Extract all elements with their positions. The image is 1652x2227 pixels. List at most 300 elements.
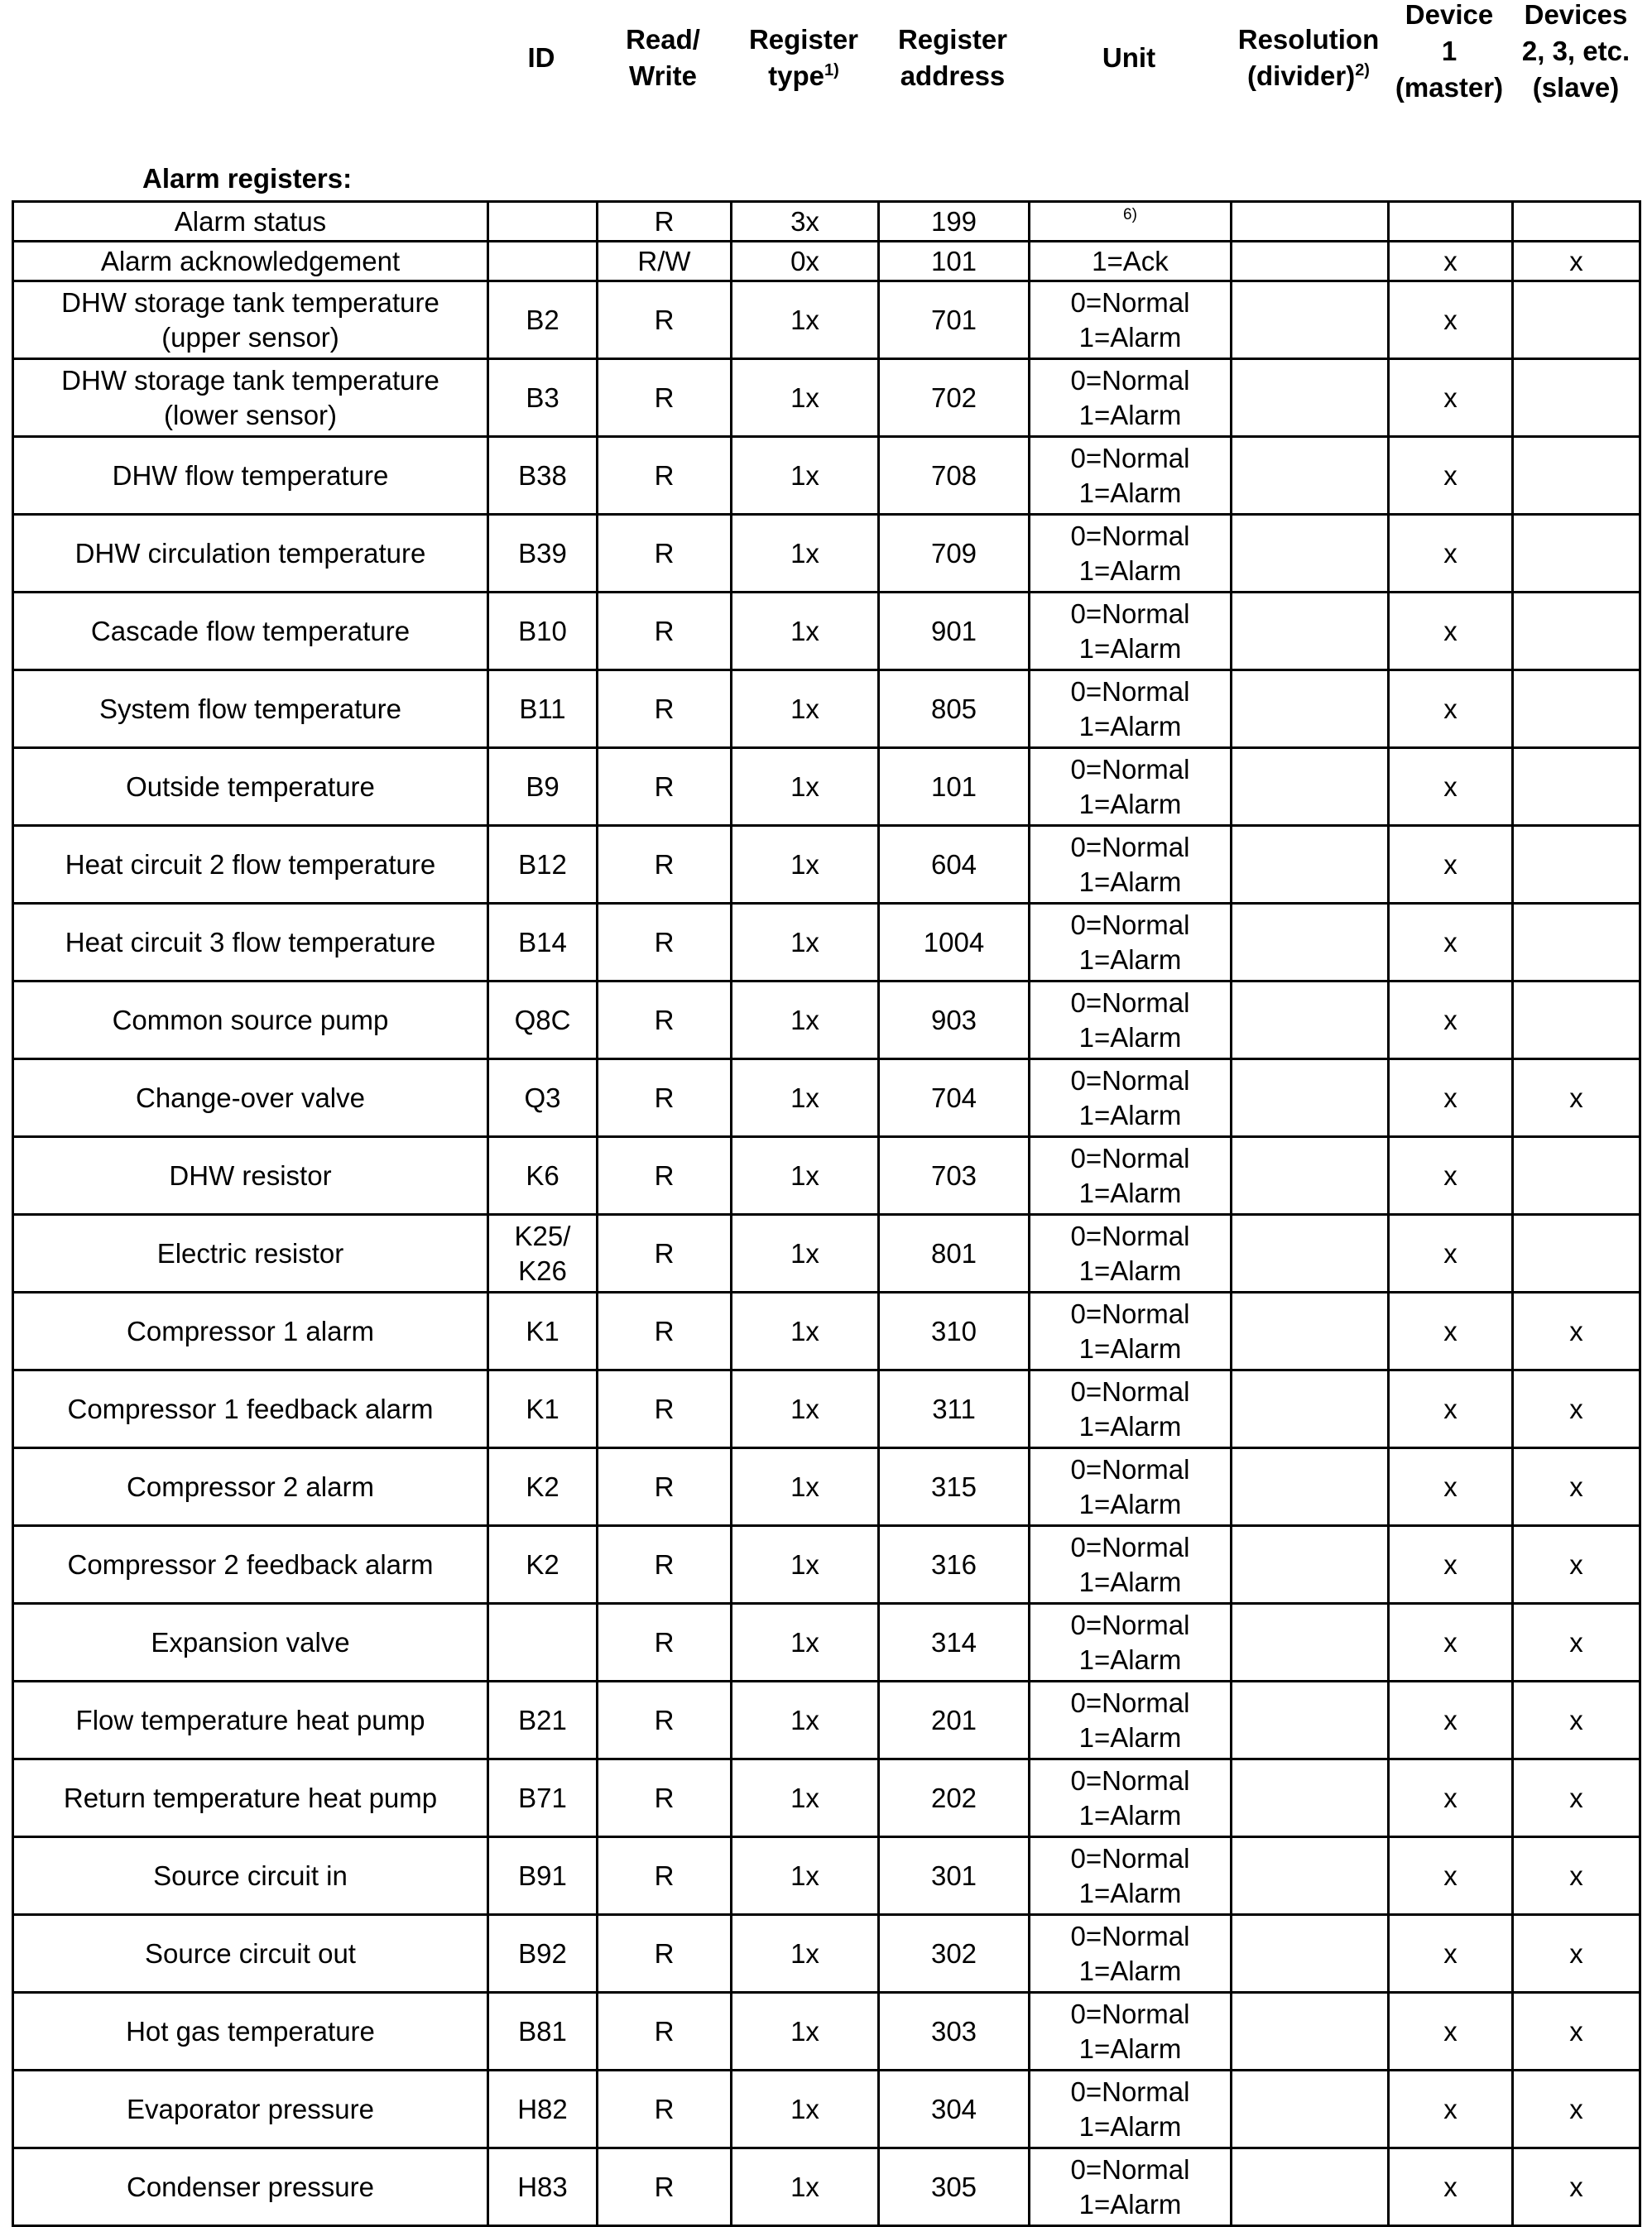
- row-devices-2-text: x: [1569, 1393, 1583, 1424]
- row-read-write: [598, 242, 732, 281]
- row-unit-text: 0=Normal 1=Alarm: [1070, 442, 1190, 508]
- header-register-type-footnote: 1): [824, 61, 839, 79]
- row-unit-text: 0=Normal 1=Alarm: [1070, 1842, 1190, 1908]
- row-register-type: [732, 1604, 879, 1682]
- header-register-address-line2: address: [900, 60, 1006, 91]
- row-resolution: [1232, 1993, 1389, 2071]
- row-read-write-text: R: [654, 2171, 675, 2202]
- row-read-write-text: R: [654, 1782, 675, 1813]
- row-unit-text: 0=Normal 1=Alarm: [1070, 1609, 1190, 1675]
- row-devices-2: [1513, 1448, 1640, 1526]
- row-unit: [1030, 1059, 1232, 1137]
- row-id-text: B21: [518, 1704, 567, 1735]
- row-register-address-text: 304: [930, 2093, 977, 2124]
- row-id-text: K25/ K26: [514, 1220, 571, 1286]
- row-read-write-text: R: [654, 2093, 675, 2124]
- row-unit-text: 0=Normal 1=Alarm: [1070, 286, 1190, 353]
- row-device-1: [1389, 1759, 1513, 1837]
- row-register-type-text: 1x: [790, 304, 819, 335]
- row-register-type-text: 1x: [790, 1082, 819, 1113]
- row-devices-2-text: x: [1569, 1315, 1583, 1346]
- row-read-write: [598, 202, 732, 242]
- row-unit: [1030, 1604, 1232, 1682]
- row-unit-text: 0=Normal 1=Alarm: [1070, 909, 1190, 975]
- row-name: [13, 748, 488, 826]
- row-id: [488, 982, 598, 1059]
- row-unit: [1030, 1137, 1232, 1215]
- row-device-1: [1389, 2071, 1513, 2148]
- row-id: [488, 1915, 598, 1993]
- row-register-address: [879, 2148, 1030, 2226]
- header-read-write-line2: Write: [629, 60, 697, 91]
- row-register-address-text: 302: [930, 1937, 977, 1969]
- row-unit-text: 0=Normal 1=Alarm: [1070, 753, 1190, 819]
- row-register-address: [879, 1526, 1030, 1604]
- header-id-label: ID: [527, 42, 555, 73]
- row-name: [13, 515, 488, 593]
- table-row: [13, 982, 1640, 1059]
- row-name: [13, 1759, 488, 1837]
- table-row: [13, 826, 1640, 904]
- row-device-1: [1389, 593, 1513, 670]
- row-unit: [1030, 982, 1232, 1059]
- row-unit-text: 0=Normal 1=Alarm: [1070, 1142, 1190, 1208]
- row-devices-2: [1513, 1137, 1640, 1215]
- header-register-type-line1: Register: [748, 24, 859, 55]
- row-name-text: DHW storage tank temperature (lower sensor): [61, 364, 439, 430]
- row-read-write: [598, 1993, 732, 2071]
- row-device-1: [1389, 1915, 1513, 1993]
- row-device-1-text: x: [1443, 245, 1458, 276]
- row-unit: [1030, 748, 1232, 826]
- row-device-1-text: x: [1443, 1237, 1458, 1269]
- row-device-1: [1389, 281, 1513, 359]
- row-devices-2-text: x: [1569, 1548, 1583, 1580]
- row-register-type-text: 1x: [790, 1704, 819, 1735]
- row-unit-text: 0=Normal 1=Alarm: [1070, 1998, 1190, 2064]
- row-read-write-text: R: [654, 1159, 675, 1191]
- row-register-address: [879, 242, 1030, 281]
- row-resolution: [1232, 1915, 1389, 1993]
- header-device-1: [1387, 0, 1511, 116]
- row-id-text: K1: [526, 1393, 559, 1424]
- row-id-text: Q3: [524, 1082, 561, 1113]
- row-id: [488, 359, 598, 437]
- row-devices-2: [1513, 1215, 1640, 1293]
- row-name-text: Heat circuit 2 flow temperature: [65, 848, 436, 880]
- row-name: [13, 359, 488, 437]
- row-name: [13, 2148, 488, 2226]
- row-register-address-text: 708: [930, 459, 977, 491]
- header-devices-2: [1511, 0, 1640, 116]
- unit-footnote: 6): [1123, 206, 1137, 223]
- row-id-text: B39: [518, 537, 567, 569]
- header-id: [487, 0, 596, 116]
- row-devices-2: [1513, 826, 1640, 904]
- row-unit-text: 0=Normal 1=Alarm: [1070, 1298, 1190, 1364]
- row-devices-2-text: x: [1569, 2015, 1583, 2047]
- row-read-write: [598, 1915, 732, 1993]
- row-unit-text: 0=Normal 1=Alarm: [1070, 364, 1190, 430]
- row-id: [488, 1370, 598, 1448]
- row-unit-text: 0=Normal 1=Alarm: [1070, 2153, 1190, 2220]
- row-register-type: [732, 1526, 879, 1604]
- row-resolution: [1232, 1370, 1389, 1448]
- row-register-address-text: 303: [930, 2015, 977, 2047]
- row-device-1: [1389, 1837, 1513, 1915]
- header-read-write: [596, 0, 730, 116]
- row-name: [13, 1682, 488, 1759]
- row-name-text: DHW circulation temperature: [74, 537, 426, 569]
- row-name-text: DHW storage tank temperature (upper sensor): [61, 286, 439, 353]
- table-row: [13, 748, 1640, 826]
- row-name: [13, 1993, 488, 2071]
- row-register-type-text: 1x: [790, 1626, 819, 1658]
- table-row: [13, 2148, 1640, 2226]
- row-register-type-text: 1x: [790, 1237, 819, 1269]
- row-register-type-text: 3x: [790, 205, 819, 237]
- row-unit-text: 0=Normal 1=Alarm: [1070, 986, 1190, 1053]
- row-devices-2-text: x: [1569, 1626, 1583, 1658]
- row-register-type: [732, 1915, 879, 1993]
- row-unit: [1030, 281, 1232, 359]
- row-device-1: [1389, 242, 1513, 281]
- row-register-address-text: 311: [932, 1393, 976, 1424]
- row-register-address: [879, 982, 1030, 1059]
- row-device-1-text: x: [1443, 1937, 1458, 1969]
- row-id: [488, 904, 598, 982]
- row-read-write-text: R: [654, 770, 675, 802]
- row-devices-2-text: x: [1569, 1782, 1583, 1813]
- row-device-1: [1389, 2148, 1513, 2226]
- row-register-address-text: 315: [930, 1471, 977, 1502]
- row-name-text: Alarm acknowledgement: [100, 245, 401, 276]
- row-devices-2: [1513, 2071, 1640, 2148]
- row-resolution: [1232, 982, 1389, 1059]
- row-register-type-text: 1x: [790, 615, 819, 646]
- row-read-write: [598, 593, 732, 670]
- row-device-1: [1389, 1137, 1513, 1215]
- row-id-text: B3: [526, 382, 559, 413]
- row-device-1-text: x: [1443, 1393, 1458, 1424]
- row-register-address-text: 101: [930, 245, 977, 276]
- row-read-write: [598, 1215, 732, 1293]
- row-id: [488, 1448, 598, 1526]
- row-resolution: [1232, 1837, 1389, 1915]
- row-read-write-text: R: [654, 1704, 675, 1735]
- row-register-type-text: 1x: [790, 1860, 819, 1891]
- row-devices-2-text: x: [1569, 1471, 1583, 1502]
- row-name-text: Heat circuit 3 flow temperature: [65, 926, 436, 958]
- row-id-text: B14: [518, 926, 567, 958]
- row-devices-2: [1513, 593, 1640, 670]
- row-id: [488, 670, 598, 748]
- row-device-1: [1389, 748, 1513, 826]
- row-read-write: [598, 1448, 732, 1526]
- row-read-write: [598, 748, 732, 826]
- row-device-1: [1389, 670, 1513, 748]
- column-header-row: [0, 0, 1652, 116]
- row-register-address: [879, 1915, 1030, 1993]
- row-register-type: [732, 670, 879, 748]
- row-name: [13, 1370, 488, 1448]
- row-name-text: System flow temperature: [99, 693, 401, 724]
- row-id: [488, 826, 598, 904]
- row-id-text: B11: [519, 693, 566, 724]
- row-name-text: Electric resistor: [156, 1237, 344, 1269]
- row-read-write-text: R: [654, 304, 675, 335]
- row-register-address: [879, 437, 1030, 515]
- row-register-address: [879, 2071, 1030, 2148]
- header-device-1-line2: 1: [1441, 36, 1458, 66]
- row-register-type-text: 1x: [790, 1004, 819, 1035]
- row-read-write-text: R: [654, 1471, 675, 1502]
- row-register-address: [879, 1993, 1030, 2071]
- row-unit-text: 0=Normal 1=Alarm: [1070, 1453, 1190, 1519]
- row-read-write: [598, 1059, 732, 1137]
- header-resolution-line2: (divider): [1247, 60, 1356, 91]
- row-register-type-text: 1x: [790, 848, 819, 880]
- row-register-type-text: 1x: [790, 1548, 819, 1580]
- row-resolution: [1232, 904, 1389, 982]
- row-unit: [1030, 515, 1232, 593]
- row-device-1-text: x: [1443, 693, 1458, 724]
- row-id: [488, 515, 598, 593]
- row-read-write-text: R: [654, 1315, 675, 1346]
- row-register-address-text: 801: [930, 1237, 977, 1269]
- row-devices-2-text: x: [1569, 2171, 1583, 2202]
- row-device-1: [1389, 437, 1513, 515]
- row-register-address-text: 316: [930, 1548, 977, 1580]
- row-register-address: [879, 1059, 1030, 1137]
- row-devices-2: [1513, 1837, 1640, 1915]
- row-devices-2-text: x: [1569, 1082, 1583, 1113]
- row-register-type: [732, 281, 879, 359]
- row-name-text: Hot gas temperature: [126, 2015, 375, 2047]
- row-id-text: K6: [526, 1159, 559, 1191]
- table-row: [13, 2071, 1640, 2148]
- row-devices-2-text: x: [1569, 1704, 1583, 1735]
- row-name-text: Source circuit in: [153, 1860, 348, 1891]
- row-device-1-text: x: [1443, 1159, 1458, 1191]
- row-unit-text: 0=Normal 1=Alarm: [1070, 520, 1190, 586]
- row-name: [13, 982, 488, 1059]
- row-device-1: [1389, 359, 1513, 437]
- row-name: [13, 1604, 488, 1682]
- row-id: [488, 1059, 598, 1137]
- row-id-text: B71: [518, 1782, 567, 1813]
- header-devices-2-line3: (slave): [1532, 72, 1620, 103]
- row-name: [13, 1526, 488, 1604]
- row-register-address: [879, 1759, 1030, 1837]
- row-resolution: [1232, 359, 1389, 437]
- row-devices-2: [1513, 670, 1640, 748]
- table-row: [13, 242, 1640, 281]
- row-devices-2: [1513, 202, 1640, 242]
- row-register-type-text: 1x: [790, 1471, 819, 1502]
- table-row: [13, 202, 1640, 242]
- row-register-type-text: 1x: [790, 926, 819, 958]
- row-register-type: [732, 515, 879, 593]
- row-device-1-text: x: [1443, 848, 1458, 880]
- row-name: [13, 1137, 488, 1215]
- row-device-1-text: x: [1443, 2093, 1458, 2124]
- row-name-text: Return temperature heat pump: [63, 1782, 438, 1813]
- row-resolution: [1232, 1137, 1389, 1215]
- row-register-type-text: 1x: [790, 459, 819, 491]
- table-row: [13, 1682, 1640, 1759]
- row-register-address-text: 310: [930, 1315, 977, 1346]
- row-id: [488, 2071, 598, 2148]
- row-id: [488, 242, 598, 281]
- row-id: [488, 1526, 598, 1604]
- row-id: [488, 1137, 598, 1215]
- row-resolution: [1232, 1448, 1389, 1526]
- row-resolution: [1232, 1759, 1389, 1837]
- row-device-1-text: x: [1443, 926, 1458, 958]
- row-read-write-text: R: [654, 926, 675, 958]
- header-device-1-line3: (master): [1395, 72, 1504, 103]
- row-device-1: [1389, 1370, 1513, 1448]
- row-register-type: [732, 982, 879, 1059]
- row-id: [488, 1993, 598, 2071]
- row-register-address-text: 709: [930, 537, 977, 569]
- row-resolution: [1232, 826, 1389, 904]
- header-read-write-line1: Read/: [626, 24, 700, 55]
- row-unit: [1030, 1682, 1232, 1759]
- row-register-type-text: 1x: [790, 1782, 819, 1813]
- row-devices-2-text: x: [1569, 1860, 1583, 1891]
- row-device-1: [1389, 826, 1513, 904]
- row-register-address-text: 1004: [923, 926, 985, 958]
- row-id-text: B2: [526, 304, 559, 335]
- row-register-type: [732, 2148, 879, 2226]
- header-unit: [1028, 0, 1230, 116]
- row-unit: [1030, 2148, 1232, 2226]
- row-id-text: B9: [526, 770, 559, 802]
- row-register-address-text: 604: [930, 848, 977, 880]
- row-read-write-text: R: [654, 1860, 675, 1891]
- row-register-type: [732, 1682, 879, 1759]
- row-device-1: [1389, 1682, 1513, 1759]
- header-resolution-line1: Resolution: [1237, 24, 1380, 55]
- row-unit: [1030, 1759, 1232, 1837]
- row-devices-2: [1513, 1526, 1640, 1604]
- row-register-type: [732, 1293, 879, 1370]
- row-register-type-text: 1x: [790, 1315, 819, 1346]
- row-devices-2: [1513, 1993, 1640, 2071]
- row-read-write: [598, 1837, 732, 1915]
- row-name-text: Expansion valve: [151, 1626, 350, 1658]
- row-name: [13, 202, 488, 242]
- row-resolution: [1232, 2071, 1389, 2148]
- row-register-address-text: 702: [930, 382, 977, 413]
- header-devices-2-line1: Devices: [1524, 0, 1628, 30]
- row-register-address: [879, 1837, 1030, 1915]
- row-name-text: DHW resistor: [169, 1159, 332, 1191]
- row-unit-text: 0=Normal 1=Alarm: [1070, 1687, 1190, 1753]
- alarm-registers-table: [12, 200, 1641, 2227]
- row-device-1: [1389, 1448, 1513, 1526]
- row-register-address-text: 199: [930, 205, 977, 237]
- row-device-1-text: x: [1443, 304, 1458, 335]
- row-unit: [1030, 1837, 1232, 1915]
- row-register-address: [879, 515, 1030, 593]
- row-unit-text: 0=Normal 1=Alarm: [1070, 2076, 1190, 2142]
- row-register-address: [879, 281, 1030, 359]
- table-body: [13, 202, 1640, 2226]
- row-register-type-text: 1x: [790, 2171, 819, 2202]
- row-register-address: [879, 1448, 1030, 1526]
- row-register-type: [732, 437, 879, 515]
- row-id-text: B91: [518, 1860, 567, 1891]
- table-row: [13, 670, 1640, 748]
- row-device-1: [1389, 202, 1513, 242]
- row-read-write-text: R: [654, 693, 675, 724]
- row-read-write-text: R: [654, 848, 675, 880]
- row-id-text: H83: [517, 2171, 568, 2202]
- row-id-text: K1: [526, 1315, 559, 1346]
- row-device-1-text: x: [1443, 1548, 1458, 1580]
- row-read-write: [598, 1293, 732, 1370]
- row-read-write-text: R: [654, 615, 675, 646]
- row-device-1-text: x: [1443, 1082, 1458, 1113]
- row-unit-text: 0=Normal 1=Alarm: [1070, 1531, 1190, 1597]
- row-register-type: [732, 1137, 879, 1215]
- row-id-text: Q8C: [514, 1004, 571, 1035]
- row-device-1: [1389, 515, 1513, 593]
- row-register-address-text: 305: [930, 2171, 977, 2202]
- row-read-write: [598, 904, 732, 982]
- row-register-address: [879, 904, 1030, 982]
- row-device-1-text: x: [1443, 770, 1458, 802]
- row-device-1: [1389, 982, 1513, 1059]
- row-id: [488, 2148, 598, 2226]
- row-unit: [1030, 904, 1232, 982]
- row-devices-2: [1513, 2148, 1640, 2226]
- header-register-type: [730, 0, 877, 116]
- row-device-1-text: x: [1443, 2171, 1458, 2202]
- row-register-type: [732, 359, 879, 437]
- row-id-text: B12: [518, 848, 567, 880]
- row-resolution: [1232, 202, 1389, 242]
- row-register-type-text: 1x: [790, 693, 819, 724]
- row-read-write-text: R: [654, 1393, 675, 1424]
- row-register-address: [879, 1215, 1030, 1293]
- row-unit: [1030, 1526, 1232, 1604]
- row-register-type: [732, 2071, 879, 2148]
- row-read-write: [598, 1370, 732, 1448]
- row-devices-2: [1513, 437, 1640, 515]
- row-unit: [1030, 242, 1232, 281]
- row-read-write: [598, 1137, 732, 1215]
- header-register-address-line1: Register: [897, 24, 1008, 55]
- row-id-text: B92: [518, 1937, 567, 1969]
- row-device-1: [1389, 1215, 1513, 1293]
- row-unit: [1030, 670, 1232, 748]
- row-register-type-text: 1x: [790, 2015, 819, 2047]
- row-devices-2-text: x: [1569, 1937, 1583, 1969]
- row-name: [13, 242, 488, 281]
- row-id: [488, 1682, 598, 1759]
- table-row: [13, 904, 1640, 982]
- row-register-address: [879, 1370, 1030, 1448]
- row-register-address-text: 301: [930, 1860, 977, 1891]
- row-id: [488, 1293, 598, 1370]
- row-id-text: B81: [518, 2015, 567, 2047]
- row-unit: [1030, 1993, 1232, 2071]
- row-unit-text: 0=Normal 1=Alarm: [1070, 1920, 1190, 1986]
